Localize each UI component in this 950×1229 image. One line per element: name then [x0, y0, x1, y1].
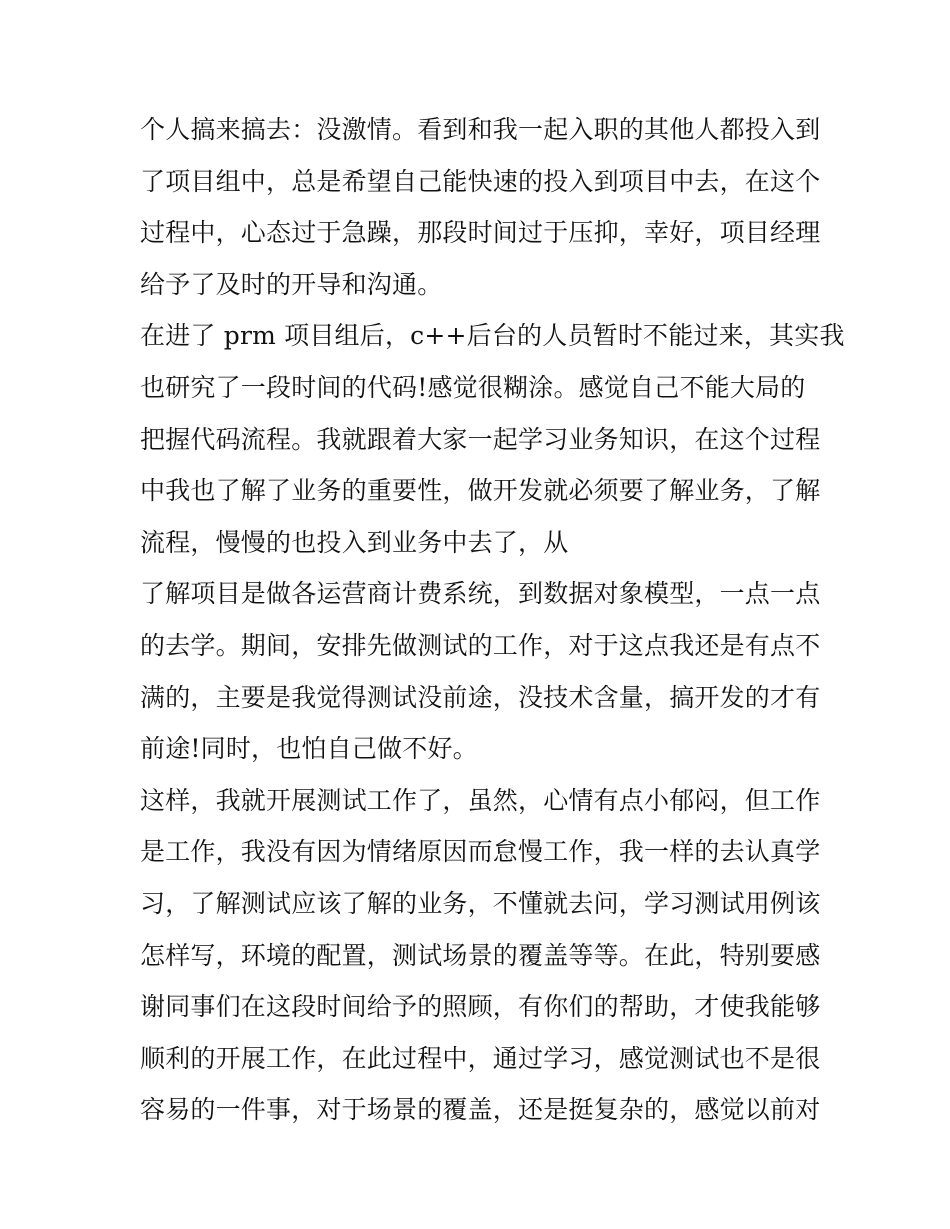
text-line: 谢同事们在这段时间给予的照顾，有你们的帮助，才使我能够	[140, 992, 821, 1022]
text-line: 了项目组中，总是希望自己能快速的投入到项目中去，在这个	[140, 166, 821, 196]
text-line: 习，了解测试应该了解的业务，不懂就去问，学习测试用例该	[140, 888, 821, 918]
text-line: 怎样写，环境的配置，测试场景的覆盖等等。在此，特别要感	[140, 940, 821, 970]
text-line: 是工作，我没有因为情绪原因而怠慢工作，我一样的去认真学	[140, 837, 821, 867]
text-line: 过程中，心态过于急躁，那段时间过于压抑，幸好，项目经理	[140, 218, 821, 248]
text-line: 满的，主要是我觉得测试没前途，没技术含量，搞开发的才有	[140, 682, 821, 712]
document-body	[140, 104, 845, 1136]
text-line: 这样，我就开展测试工作了，虽然，心情有点小郁闷，但工作	[140, 785, 821, 815]
text-line: 个人搞来搞去：没激情。看到和我一起入职的其他人都投入到	[140, 115, 821, 144]
text-line: 在进了 prm 项目组后，c++后台的人员暂时不能过来，其实我	[140, 321, 845, 351]
text-line: 了解项目是做各运营商计费系统，到数据对象模型，一点一点	[140, 579, 821, 609]
text-line: 前途!同时，也怕自己做不好。	[140, 734, 478, 764]
text-line: 也研究了一段时间的代码!感觉很糊涂。感觉自己不能大局的	[140, 372, 806, 402]
text-line: 顺利的开展工作，在此过程中，通过学习，感觉测试也不是很	[140, 1043, 821, 1073]
text-line: 中我也了解了业务的重要性，做开发就必须要了解业务，了解	[140, 476, 821, 506]
text-line: 的去学。期间，安排先做测试的工作，对于这点我还是有点不	[140, 630, 821, 660]
text-line: 把握代码流程。我就跟着大家一起学习业务知识，在这个过程	[140, 424, 821, 454]
text-line: 流程，慢慢的也投入到业务中去了，从	[140, 527, 569, 557]
text-line: 容易的一件事，对于场景的覆盖，还是挺复杂的，感觉以前对	[140, 1095, 821, 1125]
text-line: 给予了及时的开导和沟通。	[140, 269, 443, 299]
